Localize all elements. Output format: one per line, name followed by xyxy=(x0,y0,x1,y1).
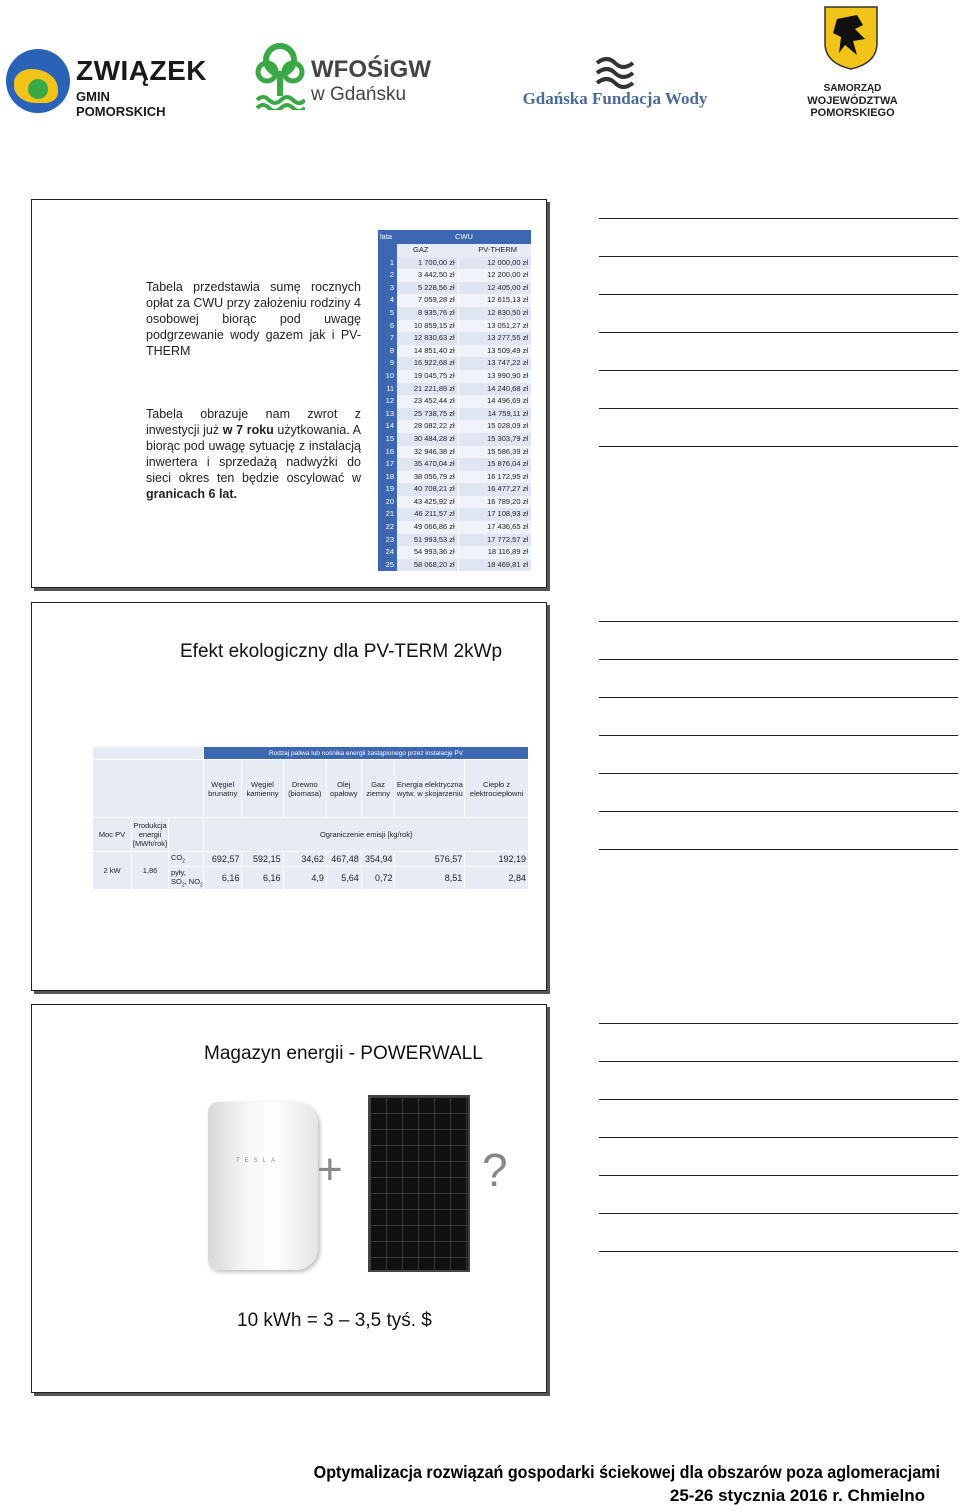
dust-value: 8,51 xyxy=(395,866,465,890)
table-row xyxy=(378,332,531,345)
fuel-header: Olej opałowy xyxy=(326,760,361,818)
co2-label: $CO_2$ xyxy=(169,852,204,867)
fuel-header: Węgiel brunatny xyxy=(204,760,242,818)
pv-cost-cell: 15 028,09 zł xyxy=(458,420,531,433)
emission-limit-header: Ograniczenie emisji [kg/rok] xyxy=(204,818,529,852)
co2-value: 692,57 xyxy=(204,852,242,867)
co2-value: 34,62 xyxy=(283,852,326,867)
fuel-header: Ciepło z elektrociepłowni xyxy=(465,760,529,818)
solar-panel-image xyxy=(368,1095,470,1272)
powerwall-price-caption: 10 kWh = 3 – 3,5 tyś. $ xyxy=(237,1310,432,1331)
table-row xyxy=(378,534,531,547)
pv-cost-cell: 14 759,11 zł xyxy=(458,408,531,421)
gaz-cost-cell: 8 935,76 zł xyxy=(397,307,458,320)
year-cell: 25 xyxy=(378,559,397,572)
logo-zwiazek-line1: ZWIĄZEK xyxy=(76,55,208,86)
tree-icon xyxy=(255,42,305,110)
gaz-cost-cell: 28 082,22 zł xyxy=(397,420,458,433)
dust-value: 2,84 xyxy=(465,866,529,890)
note-line xyxy=(599,1137,958,1138)
dust-label: pyły, $SO_2$, $NO_2$ xyxy=(169,866,204,890)
note-line xyxy=(599,218,958,219)
table-row xyxy=(378,521,531,534)
logo-gfw-text: Gdańska Fundacja Wody xyxy=(522,89,708,108)
logo-wfos-line2: w Gdańsku xyxy=(311,84,407,105)
dust-value: 0,72 xyxy=(361,866,395,890)
pv-cost-cell: 15 586,39 zł xyxy=(458,446,531,459)
gaz-cost-cell: 58 068,20 zł xyxy=(397,559,458,572)
pv-cost-cell: 14 240,68 zł xyxy=(458,383,531,396)
footer-event-title: Optymalizacja rozwiązań gospodarki ściekowej dla obszarów poza aglomeracjami xyxy=(313,1462,940,1482)
slide2-title: Efekt ekologiczny dla PV-TERM 2kWp xyxy=(180,641,503,662)
tesla-brand: TESLA xyxy=(236,1158,281,1164)
gaz-cost-cell: 21 221,89 zł xyxy=(397,383,458,396)
gaz-cost-cell: 3 442,50 zł xyxy=(397,269,458,282)
pv-cost-cell: 12 000,00 zł xyxy=(458,257,531,270)
table-row xyxy=(378,446,531,459)
table-row xyxy=(378,320,531,333)
table-row xyxy=(378,357,531,370)
table-row xyxy=(378,496,531,509)
col-production-header: Produkcja energii [MWh/rok] xyxy=(132,818,169,852)
note-line xyxy=(599,811,958,812)
logo-samorzad-wojewodztwa xyxy=(765,5,940,119)
table-row xyxy=(378,408,531,421)
gaz-cost-cell: 23 452,44 zł xyxy=(397,395,458,408)
co2-value: 576,57 xyxy=(395,852,465,867)
note-line xyxy=(599,294,958,295)
dust-value: 4,9 xyxy=(283,866,326,890)
year-cell: 4 xyxy=(378,294,397,307)
logo-samorzad-line2: WOJEWÓDZTWA POMORSKIEGO xyxy=(807,95,898,119)
power-value: 2 kW xyxy=(93,852,132,890)
gaz-cost-cell: 40 708,21 zł xyxy=(397,483,458,496)
griffin-shield-icon xyxy=(823,5,879,71)
year-cell: 13 xyxy=(378,408,397,421)
logo-zwiazek-line2: GMIN POMORSKICH xyxy=(76,89,166,119)
table-row xyxy=(378,294,531,307)
gaz-cost-cell: 25 738,75 zł xyxy=(397,408,458,421)
table-row xyxy=(378,370,531,383)
gaz-cost-cell: 35 470,04 zł xyxy=(397,458,458,471)
note-line xyxy=(599,1061,958,1062)
gaz-cost-cell: 10 859,15 zł xyxy=(397,320,458,333)
table-row xyxy=(378,395,531,408)
table-row xyxy=(378,420,531,433)
note-line xyxy=(599,1251,958,1252)
logo-gdanska-fundacja-wody xyxy=(515,55,715,115)
pv-cost-cell: 14 496,69 zł xyxy=(458,395,531,408)
co2-value: 192,19 xyxy=(465,852,529,867)
col-gaz-header: GAZ xyxy=(397,244,458,257)
slide1-p2-b: w 7 roku xyxy=(222,423,274,437)
table-row xyxy=(378,307,531,320)
col-years-header: lata xyxy=(378,230,397,244)
pv-cost-cell: 17 772,57 zł xyxy=(458,534,531,547)
pv-cost-cell: 18 116,89 zł xyxy=(458,546,531,559)
fuel-header: Drewno (biomasa) xyxy=(283,760,326,818)
gaz-cost-cell: 32 946,38 zł xyxy=(397,446,458,459)
pv-cost-cell: 16 172,95 zł xyxy=(458,471,531,484)
gaz-cost-cell: 7 059,28 zł xyxy=(397,294,458,307)
note-line xyxy=(599,1175,958,1176)
year-cell: 18 xyxy=(378,471,397,484)
table-row xyxy=(378,433,531,446)
co2-value: 467,48 xyxy=(326,852,361,867)
emission-table xyxy=(92,746,529,890)
year-cell: 21 xyxy=(378,508,397,521)
year-cell: 14 xyxy=(378,420,397,433)
year-cell: 19 xyxy=(378,483,397,496)
year-cell: 5 xyxy=(378,307,397,320)
table-row xyxy=(378,383,531,396)
table-row xyxy=(378,345,531,358)
note-line xyxy=(599,370,958,371)
pv-cost-cell: 18 469,81 zł xyxy=(458,559,531,572)
gaz-cost-cell: 12 830,63 zł xyxy=(397,332,458,345)
year-cell: 16 xyxy=(378,446,397,459)
year-cell: 15 xyxy=(378,433,397,446)
pv-cost-cell: 15 303,79 zł xyxy=(458,433,531,446)
pv-cost-cell: 16 477,27 zł xyxy=(458,483,531,496)
table-row xyxy=(378,546,531,559)
year-cell: 22 xyxy=(378,521,397,534)
waves-icon xyxy=(595,55,635,89)
slide3-title: Magazyn energii - POWERWALL xyxy=(204,1043,483,1064)
pv-cost-cell: 12 615,13 zł xyxy=(458,294,531,307)
slide-cwu-costs xyxy=(31,199,547,588)
col-cwu-header: CWU xyxy=(397,230,531,244)
table-row xyxy=(378,483,531,496)
slide1-p2-d: granicach 6 lat. xyxy=(146,487,238,501)
note-line xyxy=(599,621,958,622)
year-cell: 23 xyxy=(378,534,397,547)
year-cell: 3 xyxy=(378,282,397,295)
pv-cost-cell: 13 051,27 zł xyxy=(458,320,531,333)
production-value: 1,86 xyxy=(132,852,169,890)
note-line xyxy=(599,849,958,850)
note-line xyxy=(599,773,958,774)
pv-cost-cell: 13 509,49 zł xyxy=(458,345,531,358)
table-row xyxy=(378,508,531,521)
note-line xyxy=(599,256,958,257)
year-cell: 11 xyxy=(378,383,397,396)
gaz-cost-cell: 46 211,57 zł xyxy=(397,508,458,521)
co2-value: 592,15 xyxy=(242,852,283,867)
year-cell: 6 xyxy=(378,320,397,333)
gaz-cost-cell: 51 993,53 zł xyxy=(397,534,458,547)
pv-cost-cell: 12 200,00 zł xyxy=(458,269,531,282)
fuel-header: Węgiel kamienny xyxy=(242,760,283,818)
year-cell: 10 xyxy=(378,370,397,383)
year-cell: 17 xyxy=(378,458,397,471)
table-row xyxy=(378,458,531,471)
year-cell: 9 xyxy=(378,357,397,370)
note-line xyxy=(599,659,958,660)
note-line xyxy=(599,446,958,447)
year-cell: 8 xyxy=(378,345,397,358)
note-line xyxy=(599,408,958,409)
pv-cost-cell: 13 747,22 zł xyxy=(458,357,531,370)
dust-value: 6,16 xyxy=(204,866,242,890)
pv-cost-cell: 17 436,65 zł xyxy=(458,521,531,534)
dust-value: 6,16 xyxy=(242,866,283,890)
logo-wfosigw xyxy=(255,42,445,112)
cwu-cost-table xyxy=(378,230,531,571)
gaz-cost-cell: 30 484,28 zł xyxy=(397,433,458,446)
slide1-p2-c: użytkowania. A biorąc pod uwagę sytuację z instalacją inwertera i sprzedażą nadwyżki do sieci okres ten będzie oscylować w xyxy=(146,423,361,485)
pv-cost-cell: 17 108,93 zł xyxy=(458,508,531,521)
slide1-paragraph-1: Tabela przedstawia sumę rocznych opłat za CWU przy założeniu rodziny 4 osobowej biorąc pod uwagę podgrzewanie wody gazem jak i PV-THERM xyxy=(146,280,361,358)
table-row xyxy=(378,559,531,572)
pv-cost-cell: 13 990,90 zł xyxy=(458,370,531,383)
question-mark: ? xyxy=(482,1144,508,1196)
gaz-cost-cell: 19 045,75 zł xyxy=(397,370,458,383)
pv-cost-cell: 12 405,00 zł xyxy=(458,282,531,295)
col-pv-header: PV-THERM xyxy=(458,244,531,257)
pv-cost-cell: 15 876,04 zł xyxy=(458,458,531,471)
note-line xyxy=(599,1023,958,1024)
note-line xyxy=(599,697,958,698)
table-row xyxy=(378,471,531,484)
year-cell: 20 xyxy=(378,496,397,509)
year-cell: 1 xyxy=(378,257,397,270)
dust-value: 5,64 xyxy=(326,866,361,890)
table-row xyxy=(378,269,531,282)
slide1-paragraph-2 xyxy=(146,406,361,502)
note-line xyxy=(599,332,958,333)
pv-cost-cell: 13 277,55 zł xyxy=(458,332,531,345)
gaz-cost-cell: 5 228,56 zł xyxy=(397,282,458,295)
slide1-p2-a: Tabela obrazuje nam zwrot z inwestycji już xyxy=(146,407,361,437)
co2-value: 354,94 xyxy=(361,852,395,867)
year-cell: 12 xyxy=(378,395,397,408)
logo-wfos-line1: WFOŚiGW xyxy=(311,56,431,83)
pv-cost-cell: 16 789,20 zł xyxy=(458,496,531,509)
note-line xyxy=(599,735,958,736)
year-cell: 2 xyxy=(378,269,397,282)
zwiazek-emblem-icon xyxy=(6,49,70,113)
gaz-cost-cell: 38 056,79 zł xyxy=(397,471,458,484)
table-row xyxy=(378,257,531,270)
year-cell: 7 xyxy=(378,332,397,345)
col-power-header: Moc PV xyxy=(93,818,132,852)
footer-event-date: 25-26 stycznia 2016 r. Chmielno xyxy=(669,1486,925,1505)
gaz-cost-cell: 1 700,00 zł xyxy=(397,257,458,270)
logo-samorzad-line1: SAMORZĄD xyxy=(823,83,882,94)
slide-powerwall xyxy=(31,1004,547,1393)
note-line xyxy=(599,1099,958,1100)
gaz-cost-cell: 16 922,68 zł xyxy=(397,357,458,370)
note-line xyxy=(599,1213,958,1214)
fuel-type-header: Rodzaj paliwa lub nośnika energii zastąpionego przez instalację PV xyxy=(204,747,529,760)
fuel-header: Energia elektryczna wytw. w skojarzeniu xyxy=(395,760,465,818)
gaz-cost-cell: 43 425,92 zł xyxy=(397,496,458,509)
slide-eco-effect xyxy=(31,602,547,991)
year-cell: 24 xyxy=(378,546,397,559)
powerwall-image xyxy=(208,1102,323,1272)
gaz-cost-cell: 54 993,36 zł xyxy=(397,546,458,559)
pv-cost-cell: 12 830,50 zł xyxy=(458,307,531,320)
logo-zwiazek-gmin-pomorskich xyxy=(6,45,208,125)
gaz-cost-cell: 49 066,86 zł xyxy=(397,521,458,534)
gaz-cost-cell: 14 851,40 zł xyxy=(397,345,458,358)
plus-sign: + xyxy=(317,1145,343,1194)
fuel-header: Gaz ziemny xyxy=(361,760,395,818)
table-row xyxy=(378,282,531,295)
